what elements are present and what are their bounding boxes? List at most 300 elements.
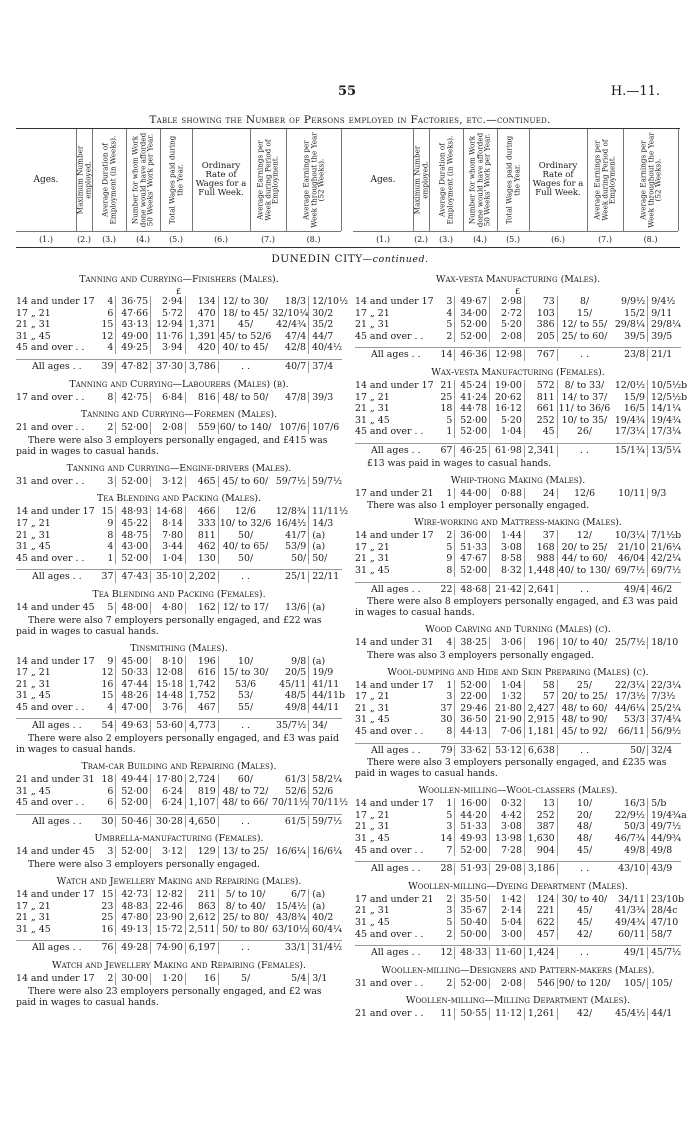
cell: 14 and under 17 bbox=[16, 973, 95, 984]
cell: 42/8 bbox=[272, 342, 309, 354]
cell: 1,630 bbox=[525, 833, 558, 845]
column-number: (3.) bbox=[439, 235, 453, 244]
cell: 14 and under 17 bbox=[16, 889, 95, 901]
cell: 25/ bbox=[576, 679, 592, 691]
cell: 1·04 bbox=[151, 553, 186, 565]
cell: 12/ bbox=[576, 530, 592, 542]
cell: 48/ to 66/ bbox=[222, 797, 268, 809]
cell: 21 „ 31 bbox=[16, 529, 51, 541]
cell: 14 and under 45 bbox=[16, 601, 95, 613]
column-number: (7.) bbox=[598, 235, 612, 244]
region-name: DUNEDIN CITY bbox=[271, 253, 363, 265]
cell: 1 bbox=[438, 798, 455, 810]
cell: 4 bbox=[99, 342, 116, 354]
cell: All ages . . bbox=[371, 947, 421, 959]
cell: 4·80 bbox=[151, 602, 186, 614]
cell: 17 „ 21 bbox=[16, 667, 51, 679]
section-title: Wire-working and Mattress-making (Males). bbox=[414, 517, 622, 529]
table-row bbox=[355, 426, 681, 438]
cell: 35·10 bbox=[151, 571, 186, 583]
cell: 44/11b bbox=[311, 690, 346, 702]
cell: All ages . . bbox=[371, 349, 421, 361]
cell: 3·12 bbox=[151, 846, 186, 858]
cell: 2,915 bbox=[525, 714, 558, 726]
cell: 12/0½ bbox=[611, 380, 648, 392]
cell: 53/9 bbox=[272, 541, 309, 553]
cell: 5 bbox=[438, 542, 455, 554]
cell: 196 bbox=[186, 656, 219, 668]
cell: 1,742 bbox=[186, 679, 219, 691]
cell: 129 bbox=[186, 846, 219, 858]
header-ages: Ages. bbox=[353, 129, 414, 231]
cell: 9/3 bbox=[651, 487, 667, 499]
cell: 107/6 bbox=[272, 422, 309, 434]
cell: 6·84 bbox=[151, 392, 186, 404]
cell: 52·00 bbox=[116, 422, 151, 434]
cell: 53/3 bbox=[611, 714, 648, 726]
table-row bbox=[16, 846, 342, 858]
cell: 50·00 bbox=[455, 929, 490, 941]
cell: 21/1 bbox=[651, 349, 673, 361]
cell: 41/7 bbox=[272, 530, 309, 542]
cell: 51·93 bbox=[455, 863, 490, 875]
cell: 52·00 bbox=[116, 846, 151, 858]
cell: 9 bbox=[99, 518, 116, 530]
table-row bbox=[355, 488, 681, 500]
cell: 35/7½ bbox=[272, 720, 309, 732]
cell: 11 bbox=[438, 1008, 455, 1020]
cell: 8·14 bbox=[151, 518, 186, 530]
cell: 49·13 bbox=[116, 924, 151, 936]
cell: 2·72 bbox=[490, 308, 525, 320]
cell: 252 bbox=[525, 415, 558, 427]
cell: 45 and over . . bbox=[16, 342, 85, 354]
cell: 35·50 bbox=[455, 894, 490, 906]
cell: 5 bbox=[438, 319, 455, 331]
cell: 1·20 bbox=[151, 973, 186, 985]
cell: 31 „ 45 bbox=[16, 541, 51, 553]
cell: 2,202 bbox=[186, 571, 219, 583]
cell: 12/ to 17/ bbox=[222, 601, 269, 613]
cell: 52·00 bbox=[455, 319, 490, 331]
cell: 21 „ 31 bbox=[355, 905, 390, 917]
column-number: (8.) bbox=[306, 235, 321, 244]
cell: 12·82 bbox=[151, 889, 186, 901]
cell: 50/ bbox=[611, 745, 648, 757]
cell: 37/4 bbox=[312, 360, 334, 372]
cell: 2,724 bbox=[186, 774, 219, 786]
header-avg-duration bbox=[429, 129, 464, 231]
cell: 45/ bbox=[577, 905, 593, 917]
cell: 58/7 bbox=[651, 928, 673, 940]
cell: 11·60 bbox=[490, 947, 525, 959]
column-number: (1.) bbox=[39, 235, 53, 244]
cell: 52·00 bbox=[455, 331, 490, 343]
cell: 4·42 bbox=[490, 810, 525, 822]
cell: 15/4½ bbox=[272, 901, 309, 913]
cell: 3·08 bbox=[490, 821, 525, 833]
cell: 3·94 bbox=[151, 342, 186, 354]
cell: 103 bbox=[525, 308, 558, 320]
cell: 13/ to 25/ bbox=[222, 846, 269, 858]
cell: . . bbox=[580, 863, 590, 875]
cell: 1,391 bbox=[186, 331, 219, 343]
cell: . . bbox=[579, 947, 589, 959]
header-avg-earnings-year bbox=[286, 129, 342, 231]
section-title: Watch and Jewellery Making and Repairing (Females). bbox=[51, 960, 307, 971]
cell: 107/6 bbox=[312, 422, 340, 434]
cell: 16 bbox=[99, 924, 116, 936]
cell: 5/ bbox=[241, 973, 251, 984]
cell: 18/3 bbox=[272, 296, 309, 308]
cell: 3·06 bbox=[490, 637, 525, 649]
cell: 42·75 bbox=[116, 392, 151, 404]
cell: 49/7½ bbox=[650, 821, 682, 833]
cell: 51·33 bbox=[455, 821, 490, 833]
cell: 21·80 bbox=[490, 703, 525, 715]
cell: . . bbox=[241, 720, 251, 732]
header-text: Average Duration of Employment (in Weeks). bbox=[100, 135, 117, 225]
cell: 8/ to 40/ bbox=[225, 900, 266, 912]
cell: 31 „ 45 bbox=[355, 917, 390, 928]
cell: 467 bbox=[186, 702, 219, 714]
cell: 47·00 bbox=[116, 702, 151, 714]
cell: 20/5 bbox=[272, 667, 309, 679]
header-text: Average Earnings per Week during Period of Employment. bbox=[255, 139, 280, 221]
cell: 37 bbox=[525, 530, 558, 542]
cell: 52·00 bbox=[455, 680, 490, 692]
cell: 50/ bbox=[238, 529, 254, 541]
cell: 4 bbox=[438, 637, 455, 649]
cell: 37·30 bbox=[151, 361, 186, 373]
cell: 988 bbox=[525, 553, 558, 565]
cell: 31 and over . . bbox=[355, 977, 424, 989]
table-row bbox=[355, 809, 687, 822]
cell: 811 bbox=[186, 530, 219, 542]
header-avg-duration bbox=[92, 129, 127, 231]
cell: 6 bbox=[99, 308, 116, 320]
cell: 39/3 bbox=[312, 391, 334, 403]
total-row bbox=[355, 582, 681, 596]
cell: 2·08 bbox=[490, 978, 525, 990]
header-text: Maximum Number employed. bbox=[75, 145, 92, 215]
cell: 23 bbox=[99, 901, 116, 913]
cell: 19/4¾a bbox=[650, 809, 687, 821]
cell: 12 bbox=[438, 947, 455, 959]
cell: 32/4 bbox=[651, 744, 673, 756]
cell: 12/6 bbox=[574, 487, 596, 499]
cell: 52·00 bbox=[455, 426, 490, 438]
cell: 53/6 bbox=[235, 678, 257, 690]
cell: 2 bbox=[438, 894, 455, 906]
cell: 16 bbox=[186, 973, 219, 985]
cell: 73 bbox=[525, 296, 558, 308]
cell: 6/7 bbox=[272, 889, 309, 901]
total-row bbox=[16, 718, 342, 732]
cell: 14 bbox=[439, 349, 456, 361]
cell: 333 bbox=[186, 518, 219, 530]
cell: 45/4½ bbox=[611, 1008, 648, 1020]
cell: 56/9½ bbox=[650, 726, 682, 738]
cell: 48/ to 90/ bbox=[561, 714, 608, 726]
table-row bbox=[355, 391, 688, 404]
cell: 465 bbox=[186, 476, 219, 488]
cell: 51·33 bbox=[455, 542, 490, 554]
cell: 50/ to 80/ bbox=[222, 923, 268, 935]
cell: 49·63 bbox=[116, 720, 151, 732]
cell: 45 and over . . bbox=[16, 552, 85, 564]
cell: 49·25 bbox=[116, 342, 151, 354]
cell: 17/3¼ bbox=[611, 426, 648, 438]
cell: 41·24 bbox=[455, 392, 490, 404]
currency-row bbox=[16, 287, 342, 296]
cell: 49/8 bbox=[272, 702, 309, 714]
cell: 66/11 bbox=[611, 726, 648, 738]
cell: 4,650 bbox=[186, 816, 219, 828]
cell: 5 bbox=[438, 810, 455, 822]
table-row bbox=[16, 392, 342, 404]
header-text: Number for whom Work done would have afforded 50 Weeks' Work per Year. bbox=[130, 132, 155, 228]
cell: 29·08 bbox=[490, 863, 525, 875]
cell: 15/1¾ bbox=[611, 445, 648, 457]
section-note: There was also 3 employers personally engaged. bbox=[367, 649, 594, 661]
cell: 12/10½ bbox=[311, 296, 349, 307]
section-title: Wax-vesta Manufacturing (Females). bbox=[431, 366, 605, 378]
cell: 3·76 bbox=[151, 702, 186, 714]
cell: 15·18 bbox=[151, 679, 186, 691]
cell: 45·00 bbox=[116, 656, 151, 668]
cell: . . bbox=[241, 360, 251, 372]
cell: 59/7½ bbox=[272, 476, 309, 488]
cell: 18 bbox=[438, 403, 455, 415]
cell: 15/9 bbox=[611, 392, 648, 404]
cell: 2·14 bbox=[490, 905, 525, 917]
cell: 46·25 bbox=[455, 445, 490, 457]
table-row bbox=[355, 379, 688, 392]
cell: 6·24 bbox=[151, 786, 186, 798]
section-title: Tanning and Currying—Foremen (Males). bbox=[80, 409, 278, 421]
table-row bbox=[16, 901, 342, 913]
cell: 17 „ 21 bbox=[355, 391, 390, 403]
cell: 39/5 bbox=[651, 330, 673, 342]
table-row bbox=[355, 1008, 681, 1020]
cell: All ages . . bbox=[32, 571, 82, 583]
pound-sign: £ bbox=[176, 287, 182, 296]
cell: 53/ bbox=[237, 690, 253, 702]
cell: 60/ to 140/ bbox=[219, 422, 272, 434]
table-row bbox=[355, 637, 681, 649]
cell: 19/4¾ bbox=[650, 414, 682, 426]
cell: All ages . . bbox=[371, 863, 421, 875]
cell: 5·20 bbox=[490, 319, 525, 331]
cell: 61·98 bbox=[490, 445, 525, 457]
table-row bbox=[16, 296, 349, 308]
cell: 168 bbox=[525, 542, 558, 554]
cell: (a) bbox=[312, 601, 326, 613]
cell: 466 bbox=[186, 506, 219, 518]
cell: . . bbox=[240, 815, 250, 827]
header-number-50-weeks bbox=[463, 129, 498, 231]
cell: 11/ to 36/6 bbox=[558, 403, 611, 415]
cell: 37 bbox=[438, 703, 455, 715]
cell: 20/ bbox=[576, 809, 592, 821]
cell: 6,638 bbox=[525, 745, 558, 757]
cell: 3 bbox=[438, 821, 455, 833]
cell: All ages . . bbox=[371, 744, 421, 756]
cell: 15 bbox=[99, 319, 116, 331]
section-title: Tanning and Currying—Labourers (Males) (b). bbox=[69, 378, 289, 390]
cell: 45 and over . . bbox=[355, 426, 424, 438]
table-row bbox=[16, 342, 342, 354]
cell: 45 and over . . bbox=[355, 330, 424, 342]
table-row bbox=[355, 798, 681, 810]
section-title: Tea Blending and Packing (Females). bbox=[92, 588, 266, 600]
cell: 21 „ 31 bbox=[355, 403, 390, 415]
cell: 12·98 bbox=[490, 349, 525, 361]
cell: 17 „ 21 bbox=[355, 691, 390, 703]
cell: 10/ bbox=[577, 798, 593, 810]
cell: 12/ to 30/ bbox=[222, 296, 269, 307]
left-column bbox=[16, 268, 349, 1009]
cell: 50/ bbox=[272, 553, 309, 565]
cell: 45·24 bbox=[455, 380, 490, 392]
cell: 1,181 bbox=[525, 726, 558, 738]
cell: 52·00 bbox=[116, 553, 151, 565]
cell: 31/4½ bbox=[311, 942, 343, 954]
cell: 36·75 bbox=[116, 296, 151, 308]
cell: 17/3½ bbox=[611, 691, 648, 703]
column-number: (7.) bbox=[261, 235, 275, 244]
cell: 52·00 bbox=[455, 565, 490, 577]
cell: 21 „ 31 bbox=[355, 702, 390, 714]
column-number-row bbox=[353, 231, 678, 248]
cell: 863 bbox=[186, 901, 219, 913]
cell: 3,186 bbox=[525, 863, 558, 875]
table-row bbox=[355, 917, 681, 929]
cell: 2,341 bbox=[525, 445, 558, 457]
cell: . . bbox=[241, 571, 251, 583]
header-right bbox=[353, 129, 678, 247]
cell: 44/6¼ bbox=[611, 703, 648, 715]
cell: (a) bbox=[312, 889, 326, 901]
cell: 45/ to 60/ bbox=[222, 475, 269, 487]
cell: 5 bbox=[99, 602, 116, 614]
cell: 2·08 bbox=[151, 422, 186, 434]
cell: 205 bbox=[525, 331, 558, 343]
cell: 54 bbox=[100, 720, 117, 732]
cell: 19/9 bbox=[312, 667, 334, 679]
header-avg-earnings-year bbox=[623, 129, 679, 231]
cell: 17 „ 21 bbox=[355, 809, 390, 821]
cell: 45/ bbox=[577, 917, 593, 928]
table-header bbox=[16, 128, 680, 248]
cell: 17 „ 21 bbox=[16, 900, 51, 912]
cell: 34/11 bbox=[611, 894, 648, 906]
cell: 31 „ 45 bbox=[16, 330, 51, 342]
section-title: Tanning and Currying—Finishers (Males). bbox=[79, 274, 279, 285]
table-row bbox=[16, 476, 342, 488]
cell: . . bbox=[580, 583, 590, 595]
table-row bbox=[355, 553, 681, 565]
column-number: (6.) bbox=[551, 235, 565, 244]
table-row bbox=[355, 703, 681, 715]
cell: 9/11 bbox=[651, 307, 673, 319]
cell: (a) bbox=[312, 529, 326, 541]
table-row bbox=[355, 905, 681, 917]
section-title: Woollen-milling—Wool-classers (Males). bbox=[418, 785, 618, 797]
cell: 49/8 bbox=[611, 845, 648, 857]
cell: 47·44 bbox=[116, 679, 151, 691]
cell: 25 bbox=[99, 912, 116, 924]
cell: 48·33 bbox=[455, 947, 490, 959]
section-note: There was also 1 employer personally engaged. bbox=[367, 500, 590, 512]
table-row bbox=[355, 821, 681, 833]
cell: 28/4c bbox=[651, 905, 678, 917]
cell: 13/5¼ bbox=[650, 444, 682, 456]
cell: 69/7½ bbox=[650, 564, 682, 576]
cell: 14·68 bbox=[151, 506, 186, 518]
cell: 19/4¾ bbox=[611, 415, 648, 427]
cell: 387 bbox=[525, 821, 558, 833]
cell: 42/4¾ bbox=[272, 319, 309, 331]
cell: 7/3½ bbox=[651, 691, 676, 703]
cell: 10/ to 35/ bbox=[561, 414, 608, 426]
cell: 15/ to 30/ bbox=[222, 667, 269, 679]
cell: 52·00 bbox=[455, 845, 490, 857]
cell: 12/8¾ bbox=[272, 506, 309, 518]
cell: 50·55 bbox=[455, 1008, 490, 1020]
cell: 14 and under 17 bbox=[16, 296, 95, 307]
table-row bbox=[16, 331, 342, 343]
cell: 44/1 bbox=[651, 1008, 673, 1020]
cell: 29/8¼ bbox=[650, 319, 682, 331]
header-total-wages bbox=[160, 129, 193, 231]
region-heading bbox=[0, 253, 700, 265]
cell: 30 bbox=[438, 714, 455, 726]
cell: 42·73 bbox=[116, 889, 151, 901]
section-title: Woollen-milling—Designers and Pattern-makers (Males). bbox=[381, 964, 655, 976]
cell: 44·78 bbox=[455, 403, 490, 415]
cell: 2,641 bbox=[525, 584, 558, 596]
cell: 45 and over . . bbox=[355, 726, 424, 738]
cell: 21 „ 31 bbox=[355, 553, 390, 565]
cell: 46/04 bbox=[611, 553, 648, 565]
cell: 50/ bbox=[238, 552, 254, 564]
cell: 462 bbox=[186, 541, 219, 553]
cell: . . bbox=[580, 349, 590, 361]
cell: 18/ to 45/ bbox=[222, 307, 269, 319]
cell: 23/8 bbox=[611, 349, 648, 361]
cell: All ages . . bbox=[32, 815, 82, 827]
cell: 6 bbox=[99, 786, 116, 798]
cell: 45 and over . . bbox=[355, 844, 424, 856]
section-note: There were also 3 employers personally engaged. bbox=[28, 859, 260, 871]
total-row bbox=[355, 347, 681, 361]
cell: 3·08 bbox=[490, 542, 525, 554]
column-number: (4.) bbox=[136, 235, 150, 244]
cell: 48/ to 60/ bbox=[561, 702, 608, 714]
cell: 10/ bbox=[238, 655, 254, 667]
cell: 59/7½ bbox=[311, 475, 343, 487]
cell: 4 bbox=[99, 541, 116, 553]
cell: 57 bbox=[525, 691, 558, 703]
cell: All ages . . bbox=[32, 360, 82, 372]
region-suffix: —continued. bbox=[362, 254, 429, 265]
cell: 52·00 bbox=[116, 786, 151, 798]
cell: 4 bbox=[99, 296, 116, 308]
cell: 5 bbox=[438, 415, 455, 427]
total-row bbox=[355, 743, 681, 757]
